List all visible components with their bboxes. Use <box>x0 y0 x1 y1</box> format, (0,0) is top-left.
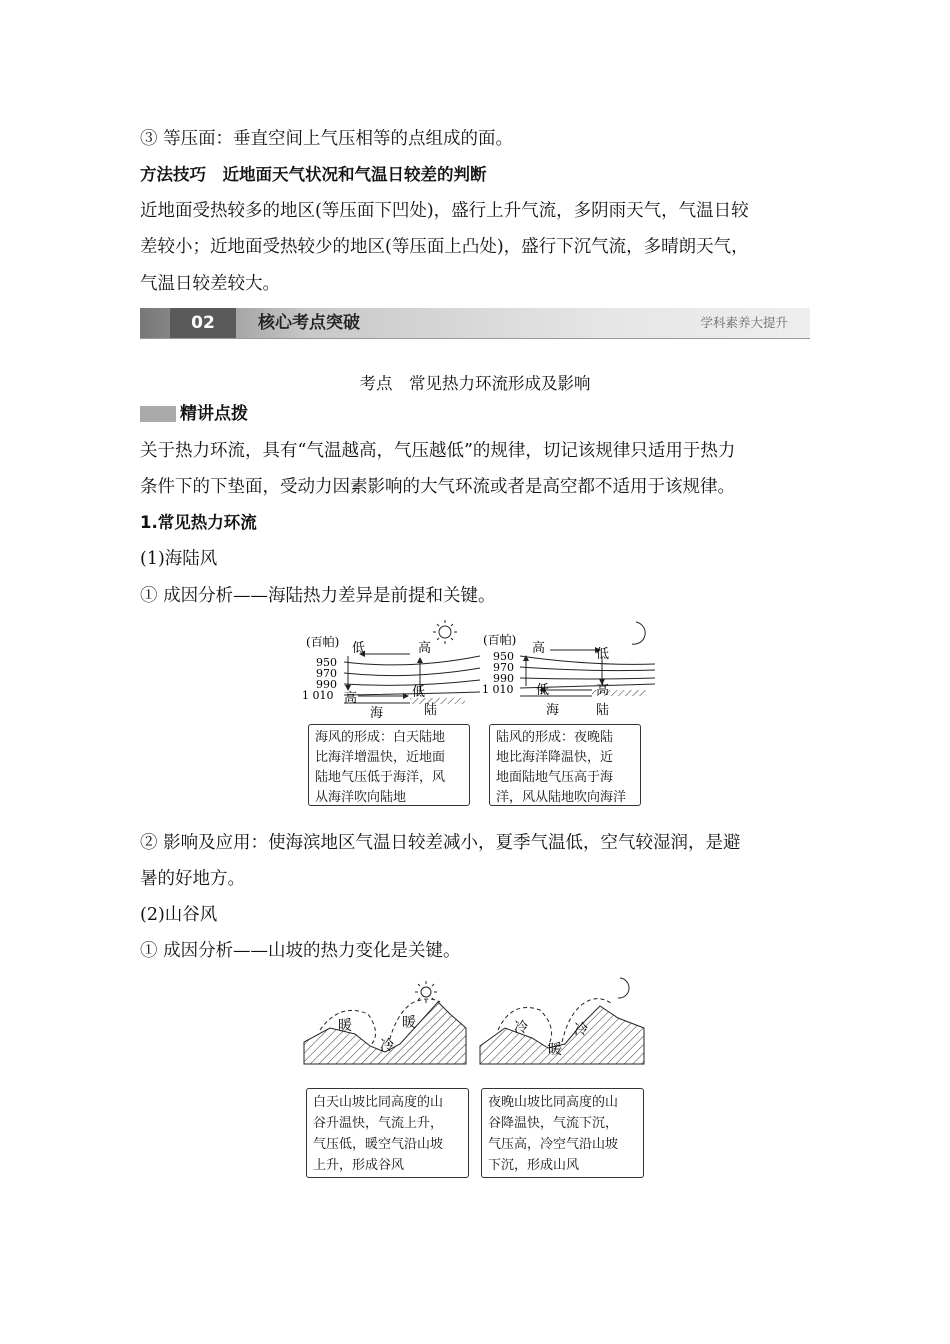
sea-land-breeze-diagram <box>300 618 660 723</box>
svg-text:暖: 暖 <box>402 1015 416 1031</box>
cause-analysis-mountain: ① 成因分析——山坡的热力变化是关键。 <box>140 941 461 961</box>
method-paragraph-line3: 气温日较差较大。 <box>140 274 280 294</box>
svg-text:暖: 暖 <box>548 1042 562 1058</box>
svg-text:低: 低 <box>536 683 550 698</box>
svg-text:低: 低 <box>596 647 610 662</box>
section-subtitle: 学科素养大提升 <box>700 315 788 330</box>
svg-text:高: 高 <box>596 683 610 698</box>
svg-text:(百帕): (百帕) <box>483 633 517 647</box>
impact-paragraph-line2: 暑的好地方。 <box>140 869 245 889</box>
svg-text:暖: 暖 <box>338 1018 352 1034</box>
svg-text:陆: 陆 <box>596 703 610 718</box>
section-title: 核心考点突破 <box>258 313 360 333</box>
moon-icon <box>632 622 645 644</box>
svg-text:高: 高 <box>418 641 432 656</box>
impact-paragraph-line1: ② 影响及应用：使海滨地区气温日较差减小，夏季气温低，空气较湿润，是避 <box>140 833 741 853</box>
svg-text:冷: 冷 <box>574 1022 588 1038</box>
isobaric-surface-definition: ③ 等压面：垂直空间上气压相等的点组成的面。 <box>140 129 514 149</box>
svg-text:970: 970 <box>493 661 514 674</box>
heading-common-circulation: 1.常见热力环流 <box>140 513 257 532</box>
svg-text:高: 高 <box>344 691 358 706</box>
sea-breeze-description: 海风的形成：白天陆地 比海洋增温快，近地面 陆地气压低于海洋，风 从海洋吹向陆地 <box>308 724 470 806</box>
rule-paragraph-line2: 条件下的下垫面，受动力因素影响的大气环流或者是高空都不适用于该规律。 <box>140 477 735 497</box>
sun-icon <box>433 620 457 644</box>
svg-text:1 010: 1 010 <box>482 683 514 696</box>
svg-text:冷: 冷 <box>514 1020 528 1036</box>
sun-icon <box>415 981 437 1003</box>
method-heading: 方法技巧 近地面天气状况和气温日较差的判断 <box>140 165 487 184</box>
rule-paragraph-line1: 关于热力环流，具有“气温越高，气压越低”的规律，切记该规律只适用于热力 <box>140 441 736 461</box>
moon-icon <box>618 978 629 998</box>
section-banner <box>140 308 810 338</box>
pressure-unit-label: (百帕) <box>306 635 340 649</box>
valley-breeze-description: 白天山坡比同高度的山 谷升温快，气流上升， 气压低，暖空气沿山坡 上升，形成谷风 <box>306 1088 469 1178</box>
mountain-breeze-description: 夜晚山坡比同高度的山 谷降温快，气流下沉， 气压高，冷空气沿山坡 下沉，形成山风 <box>481 1088 644 1178</box>
mountain-valley-breeze-diagram <box>300 972 650 1067</box>
svg-text:低: 低 <box>352 641 366 656</box>
land-breeze-description: 陆风的形成：夜晚陆 地比海洋降温快，近 地面陆地气压高于海 洋，风从陆地吹向海洋 <box>489 724 641 806</box>
svg-text:海: 海 <box>370 706 384 721</box>
heading-sea-land-breeze: (1)海陆风 <box>140 549 218 569</box>
svg-text:低: 低 <box>412 685 426 700</box>
svg-text:海: 海 <box>546 703 560 718</box>
svg-text:990: 990 <box>316 678 337 691</box>
svg-text:950: 950 <box>493 650 514 663</box>
cause-analysis-sea-land: ① 成因分析——海陆热力差异是前提和关键。 <box>140 586 496 606</box>
svg-text:1 010: 1 010 <box>302 689 334 702</box>
svg-text:陆: 陆 <box>424 703 438 718</box>
svg-text:970: 970 <box>316 667 337 680</box>
topic-title: 考点 常见热力环流形成及影响 <box>359 374 591 393</box>
heading-mountain-valley-breeze: (2)山谷风 <box>140 905 218 925</box>
method-paragraph-line2: 差较小；近地面受热较少的地区(等压面上凸处)，盛行下沉气流，多晴朗天气， <box>140 237 749 257</box>
svg-text:高: 高 <box>532 641 546 656</box>
section-number: 02 <box>170 308 236 338</box>
svg-text:950: 950 <box>316 656 337 669</box>
method-paragraph-line1: 近地面受热较多的地区(等压面下凹处)，盛行上升气流，多阴雨天气，气温日较 <box>140 201 749 221</box>
svg-text:冷: 冷 <box>380 1038 394 1054</box>
svg-text:990: 990 <box>493 672 514 685</box>
